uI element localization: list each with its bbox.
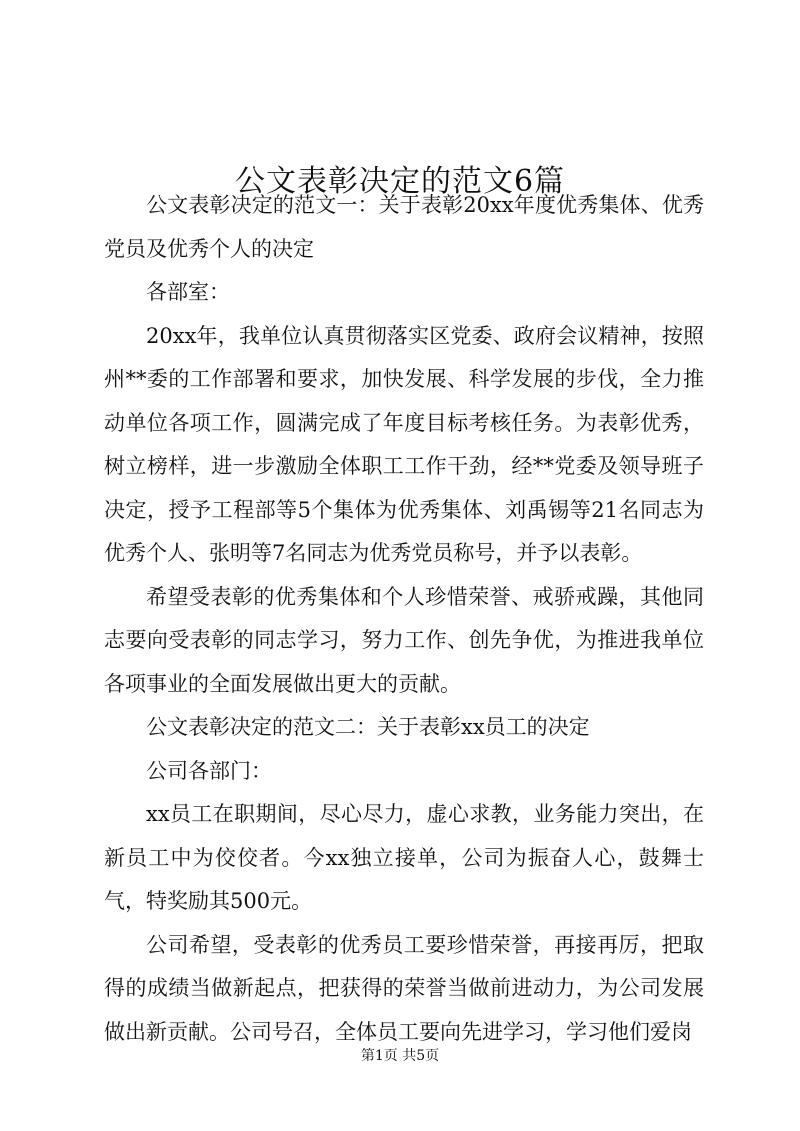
paragraph-body-4: 公司希望，受表彰的优秀员工要珍惜荣誉，再接再厉，把取得的成绩当做新起点，把获得的荣誉当做前进动力，为公司发展做出新贡献。公司号召，全体员工要向先进学习，学习他们爱岗 — [104, 932, 704, 1044]
paragraph-body-2: 希望受表彰的优秀集体和个人珍惜荣誉、戒骄戒躁，其他同志要向受表彰的同志学习，努力工作、创先争优，为推进我单位各项事业的全面发展做出更大的贡献。 — [104, 584, 704, 696]
paragraph-heading-1: 公文表彰决定的范文一：关于表彰20xx年度优秀集体、优秀党员及优秀个人的决定 — [104, 193, 704, 261]
paragraph-body-3: xx员工在职期间，尽心尽力，虚心求教，业务能力突出，在新员工中为佼佼者。今xx独立接单，公司为振奋人心，鼓舞士气，特奖励其500元。 — [104, 802, 704, 913]
paragraph-salutation-1: 各部室： — [146, 280, 230, 304]
document-body — [104, 184, 704, 1054]
page-footer: 第1页 共5页 — [360, 1048, 440, 1064]
document-title: 公文表彰决定的范文6篇 — [234, 164, 566, 200]
paragraph-salutation-2: 公司各部门： — [146, 758, 272, 783]
paragraph-body-1: 20xx年，我单位认真贯彻落实区党委、政府会议精神，按照州**委的工作部署和要求，加快发展、科学发展的步伐，全力推动单位各项工作，圆满完成了年度目标考核任务。为表彰优秀，树立榜样，进一步激励全体职工工作干劲，经**党委及领导班子决定，授予工程部等5个集体为优秀集体、刘禹锡等21名同志为优秀个人、张明等7名同志为优秀党员称号，并予以表彰。 — [104, 323, 704, 565]
paragraph-heading-2: 公文表彰决定的范文二：关于表彰xx员工的决定 — [146, 715, 590, 739]
